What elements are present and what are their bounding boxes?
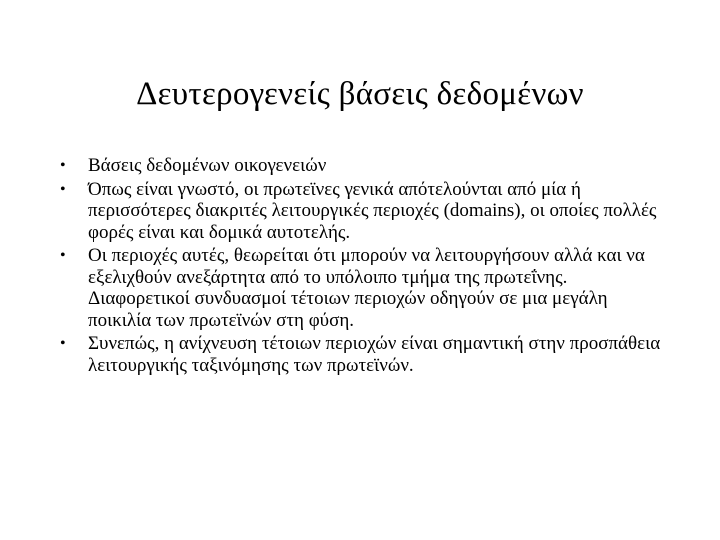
bullet-text: Οι περιοχές αυτές, θεωρείται ότι μπορούν να λειτουργήσουν αλλά και να εξελιχθούν ανεξάρτητα από το υπόλοιπο τμήμα της πρωτεΐνης. Διαφορετικοί συνδυασμοί τέτοιων περιοχών οδηγούν σε μια μεγάλη ποικιλία των πρωτεϊνών στη φύση. bbox=[88, 245, 645, 331]
bullet-marker-icon: • bbox=[60, 247, 66, 264]
bullet-item bbox=[58, 333, 668, 376]
slide-title: Δευτερογενείς βάσεις δεδομένων bbox=[136, 76, 584, 112]
bullet-text: Βάσεις δεδομένων οικογενειών bbox=[88, 155, 327, 176]
bullet-list bbox=[58, 155, 668, 378]
bullet-item bbox=[58, 179, 668, 244]
bullet-marker-icon: • bbox=[60, 157, 66, 174]
bullet-text: Συνεπώς, η ανίχνευση τέτοιων περιοχών είναι σημαντική στην προσπάθεια λειτουργικής ταξινόμησης των πρωτεϊνών. bbox=[88, 333, 661, 376]
bullet-text: Όπως είναι γνωστό, οι πρωτεϊνες γενικά απότελούνται από μία ή περισσότερες διακριτές λειτουργικές περιοχές (domains), οι οποίες πολλές φορές είναι και δομικά αυτοτελής. bbox=[88, 178, 657, 243]
bullet-marker-icon: • bbox=[60, 335, 66, 352]
bullet-marker-icon: • bbox=[60, 180, 66, 198]
bullet-item bbox=[58, 245, 668, 331]
bullet-item bbox=[58, 155, 668, 177]
